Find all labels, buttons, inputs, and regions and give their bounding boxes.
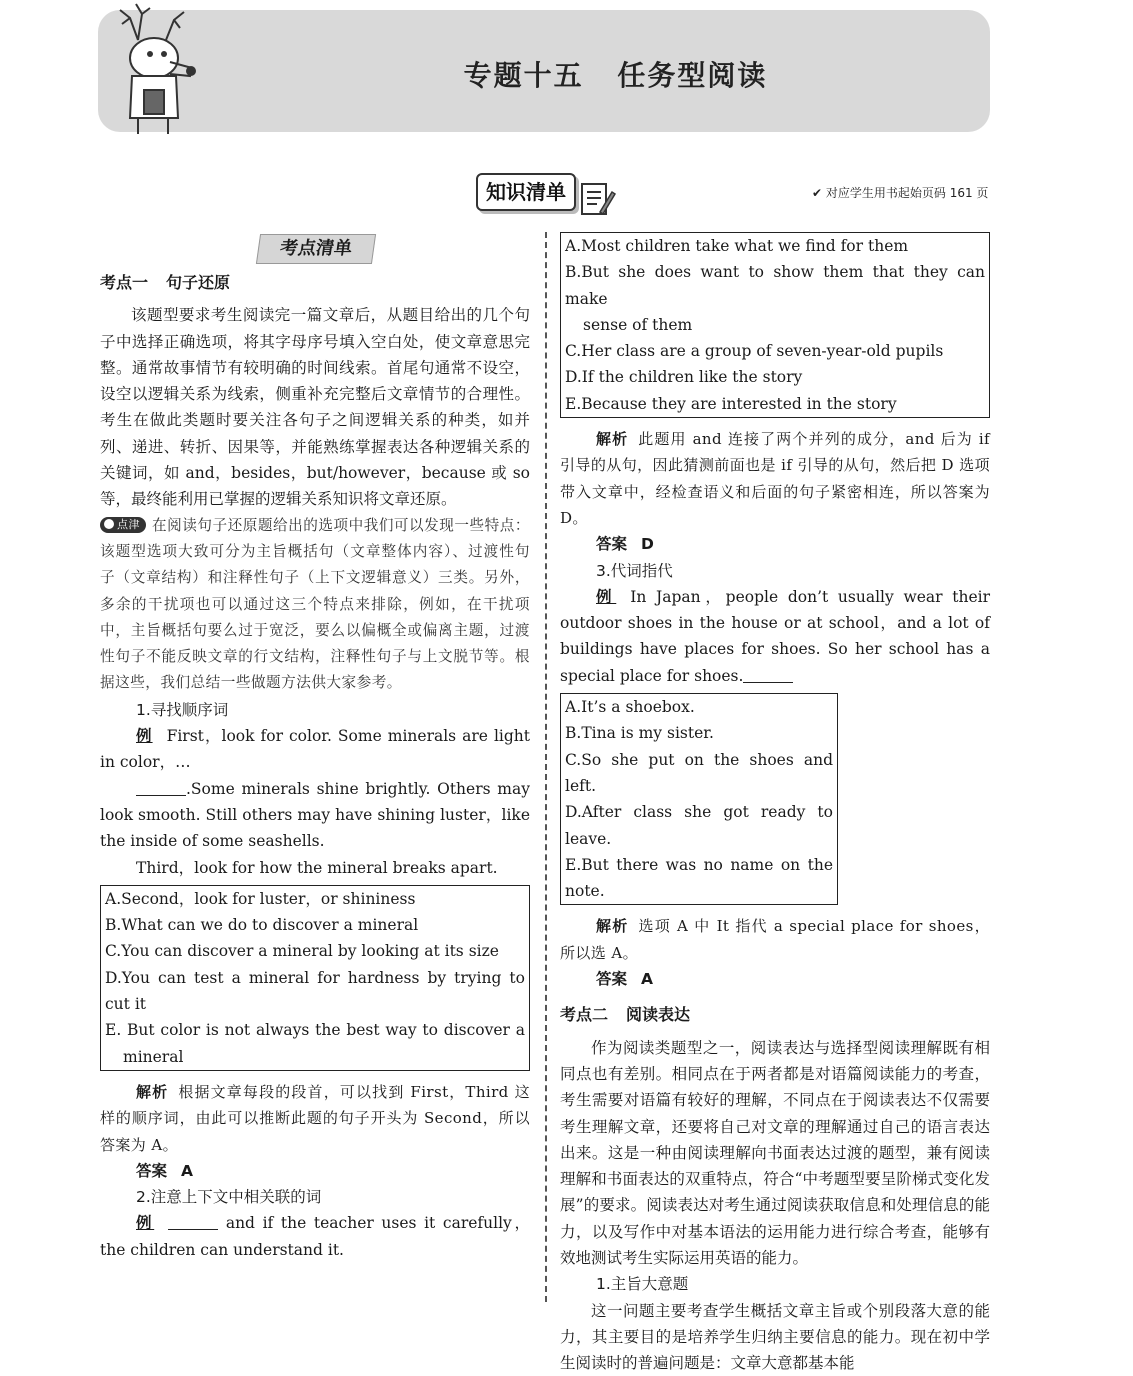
option: D.After class she got ready to leave.: [565, 803, 833, 848]
analysis-label: 解析: [596, 917, 629, 936]
example-label: 例: [136, 727, 153, 746]
option-continued: sense of them: [583, 315, 693, 334]
example-three-analysis: [560, 913, 990, 966]
answer-value: D: [641, 535, 654, 554]
example-three-line: [560, 584, 990, 689]
option: B.What can we do to discover a mineral: [105, 916, 419, 935]
right-column: [560, 232, 990, 1376]
page-reference: [812, 184, 988, 201]
example-one-line3: Third，look for how the mineral breaks apart.: [136, 858, 498, 877]
answer-blank: [168, 1216, 218, 1230]
example-two-analysis: [560, 426, 990, 531]
example-three-answer: [560, 966, 990, 992]
analysis-text: 此题用 and 连接了两个并列的成分，and 后为 if 引导的从句，因此猜测前面也是 if 引导的从句，然后把 D 选项带入文章中，经检查语义和后面的句子紧密相连，所以答案为 D。: [560, 430, 990, 527]
tip-tag: [100, 517, 146, 533]
option: A.Second，look for luster，or shininess: [105, 889, 416, 908]
answer-label: 答案: [596, 535, 628, 554]
example-two-options: [560, 232, 990, 418]
option: E.Because they are interested in the story: [565, 394, 897, 413]
option-continued: mineral: [123, 1047, 184, 1066]
tip-text: 在阅读句子还原题给出的选项中我们可以发现一些特点：该题型选项大致可分为主旨概括句（文章整体内容）、过渡性句子（文章结构）和注释性句子（上下文逻辑意义）三类。另外，多余的干扰项也可以通过这三个特点来排除，例如，在干扰项中，主旨概括句要么过于宽泛，要么以偏概全或偏离主题，过渡性句子不能反映文章的行文结构，注释性句子与上文脱节等。根据这些，我们总结一些做题方法供大家参考。: [100, 516, 530, 692]
point-one-label: 考点一: [100, 273, 149, 292]
subheading-sequence-words: 1.寻找顺序词: [136, 700, 229, 719]
analysis-text: 根据文章每段的段首，可以找到 First，Third 这样的顺序词，由此可以推断此题的句子开头为 Second，所以答案为 A。: [100, 1082, 530, 1154]
example-one-line1: [100, 723, 530, 776]
option: E. But color is not always the best way to discover a: [105, 1021, 525, 1040]
point-two-heading: [560, 1002, 990, 1028]
example-label: 例: [596, 587, 617, 606]
option: C.So she put on the shoes and left.: [565, 750, 833, 795]
left-column: [100, 232, 530, 1263]
point-one-heading: [100, 270, 530, 296]
intro-paragraph: 该题型要求考生阅读完一篇文章后，从题目给出的几个句子中选择正确选项，将其字母序号填入空白处，使文章意思完整。通常故事情节有较明确的时间线索。首尾句通常不设空，设空以逻辑关系为线索，侧重补充完整后文章情节的合理性。考生在做此类题时要关注各句子之间逻辑关系的种类，如并列、递进、转折、因果等，并能熟练掌握表达各种逻辑关系的关键词，如 and，besides，but/however，because 或 so 等，最终能利用已掌握的逻辑关系知识将文章还原。: [100, 306, 530, 509]
answer-blank: [743, 669, 793, 683]
point-one-title: 句子还原: [166, 273, 231, 292]
section-title: 考点清单: [256, 234, 376, 264]
knowledge-list-badge: 知识清单: [476, 173, 576, 211]
tip-dot-icon: [104, 519, 114, 529]
example-one-text1: First，look for color. Some minerals are light in color，…: [100, 727, 530, 772]
answer-blank: [136, 782, 186, 796]
page-reference-text: 对应学生用书起始页码 161 页: [825, 186, 989, 200]
option: D.You can test a mineral for hardness by trying to cut it: [105, 968, 525, 1014]
example-three-text: In Japan，people don’t usually wear their outdoor shoes in the house or at school，and a lot of buildings have places for shoes. So her school has a special place for shoes.: [560, 587, 990, 685]
subheading-related-words: 2.注意上下文中相关联的词: [136, 1188, 322, 1207]
point-two-title: 阅读表达: [626, 1005, 691, 1025]
answer-value: A: [641, 970, 654, 989]
option: E.But there was no name on the note.: [565, 855, 833, 901]
example-one-analysis: [100, 1079, 530, 1158]
example-label: 例: [136, 1214, 155, 1233]
main-idea-paragraph: 这一问题主要考查学生概括文章主旨或个别段落大意的能力，其主要目的是培养学生归纳主要信息的能力。现在初中学生阅读时的普遍问题是：文章大意都基本能: [560, 1301, 990, 1373]
notebook-pen-icon: [578, 178, 616, 218]
analysis-label: 解析: [596, 430, 629, 449]
column-divider: [545, 232, 547, 1302]
example-one-answer: [100, 1158, 530, 1184]
option: C.Her class are a group of seven-year-old pupils: [565, 342, 944, 361]
example-one-line2: [100, 776, 530, 855]
answer-value: A: [181, 1161, 194, 1180]
analysis-label: 解析: [136, 1082, 169, 1101]
option: B.Tina is my sister.: [565, 724, 714, 743]
analysis-text: 选项 A 中 It 指代 a special place for shoes，所以选 A。: [560, 917, 990, 962]
example-one-options: [100, 885, 530, 1071]
answer-label: 答案: [596, 970, 628, 989]
example-one-text2: .Some minerals shine brightly. Others may look smooth. Still others may have shining luster，like the inside of some seashells.: [100, 779, 530, 851]
check-circle-icon: ✔: [812, 186, 823, 200]
tip-tag-label: 点津: [117, 517, 140, 531]
example-two-line: [100, 1210, 530, 1263]
example-two-text: and if the teacher uses it carefully，the children can understand it.: [100, 1214, 530, 1259]
option: D.If the children like the story: [565, 368, 803, 387]
option: A.It’s a shoebox.: [565, 698, 695, 717]
tip-note: [100, 513, 530, 697]
subheading-main-idea: 1.主旨大意题: [596, 1275, 689, 1294]
example-three-options: [560, 693, 838, 905]
reading-expression-intro: 作为阅读类题型之一，阅读表达与选择型阅读理解既有相同点也有差别。相同点在于两者都是对语篇阅读能力的考查，考生需要对语篇有较好的理解，不同点在于阅读表达不仅需要考生理解文章，还要将自己对文章的理解通过自己的语言表达出来。这是一种由阅读理解向书面表达过渡的题型，兼有阅读理解和书面表达的双重特点，符合“中考题型要呈阶梯式变化发展”的要求。阅读表达对考生通过阅读获取信息和处理信息的能力，以及写作中对基本语法的运用能力进行综合考查，能够有效地测试考生实际运用英语的能力。: [560, 1038, 990, 1267]
option: A.Most children take what we find for them: [565, 237, 909, 255]
option: B.But she does want to show them that they can make: [565, 263, 985, 308]
chapter-title: 专题十五 任务型阅读: [463, 59, 768, 92]
point-two-label: 考点二: [560, 1005, 609, 1025]
subheading-pronoun-reference: 3.代词指代: [596, 561, 673, 580]
example-two-answer: [560, 531, 990, 557]
answer-label: 答案: [136, 1161, 168, 1180]
option: C.You can discover a mineral by looking at its size: [105, 942, 499, 961]
